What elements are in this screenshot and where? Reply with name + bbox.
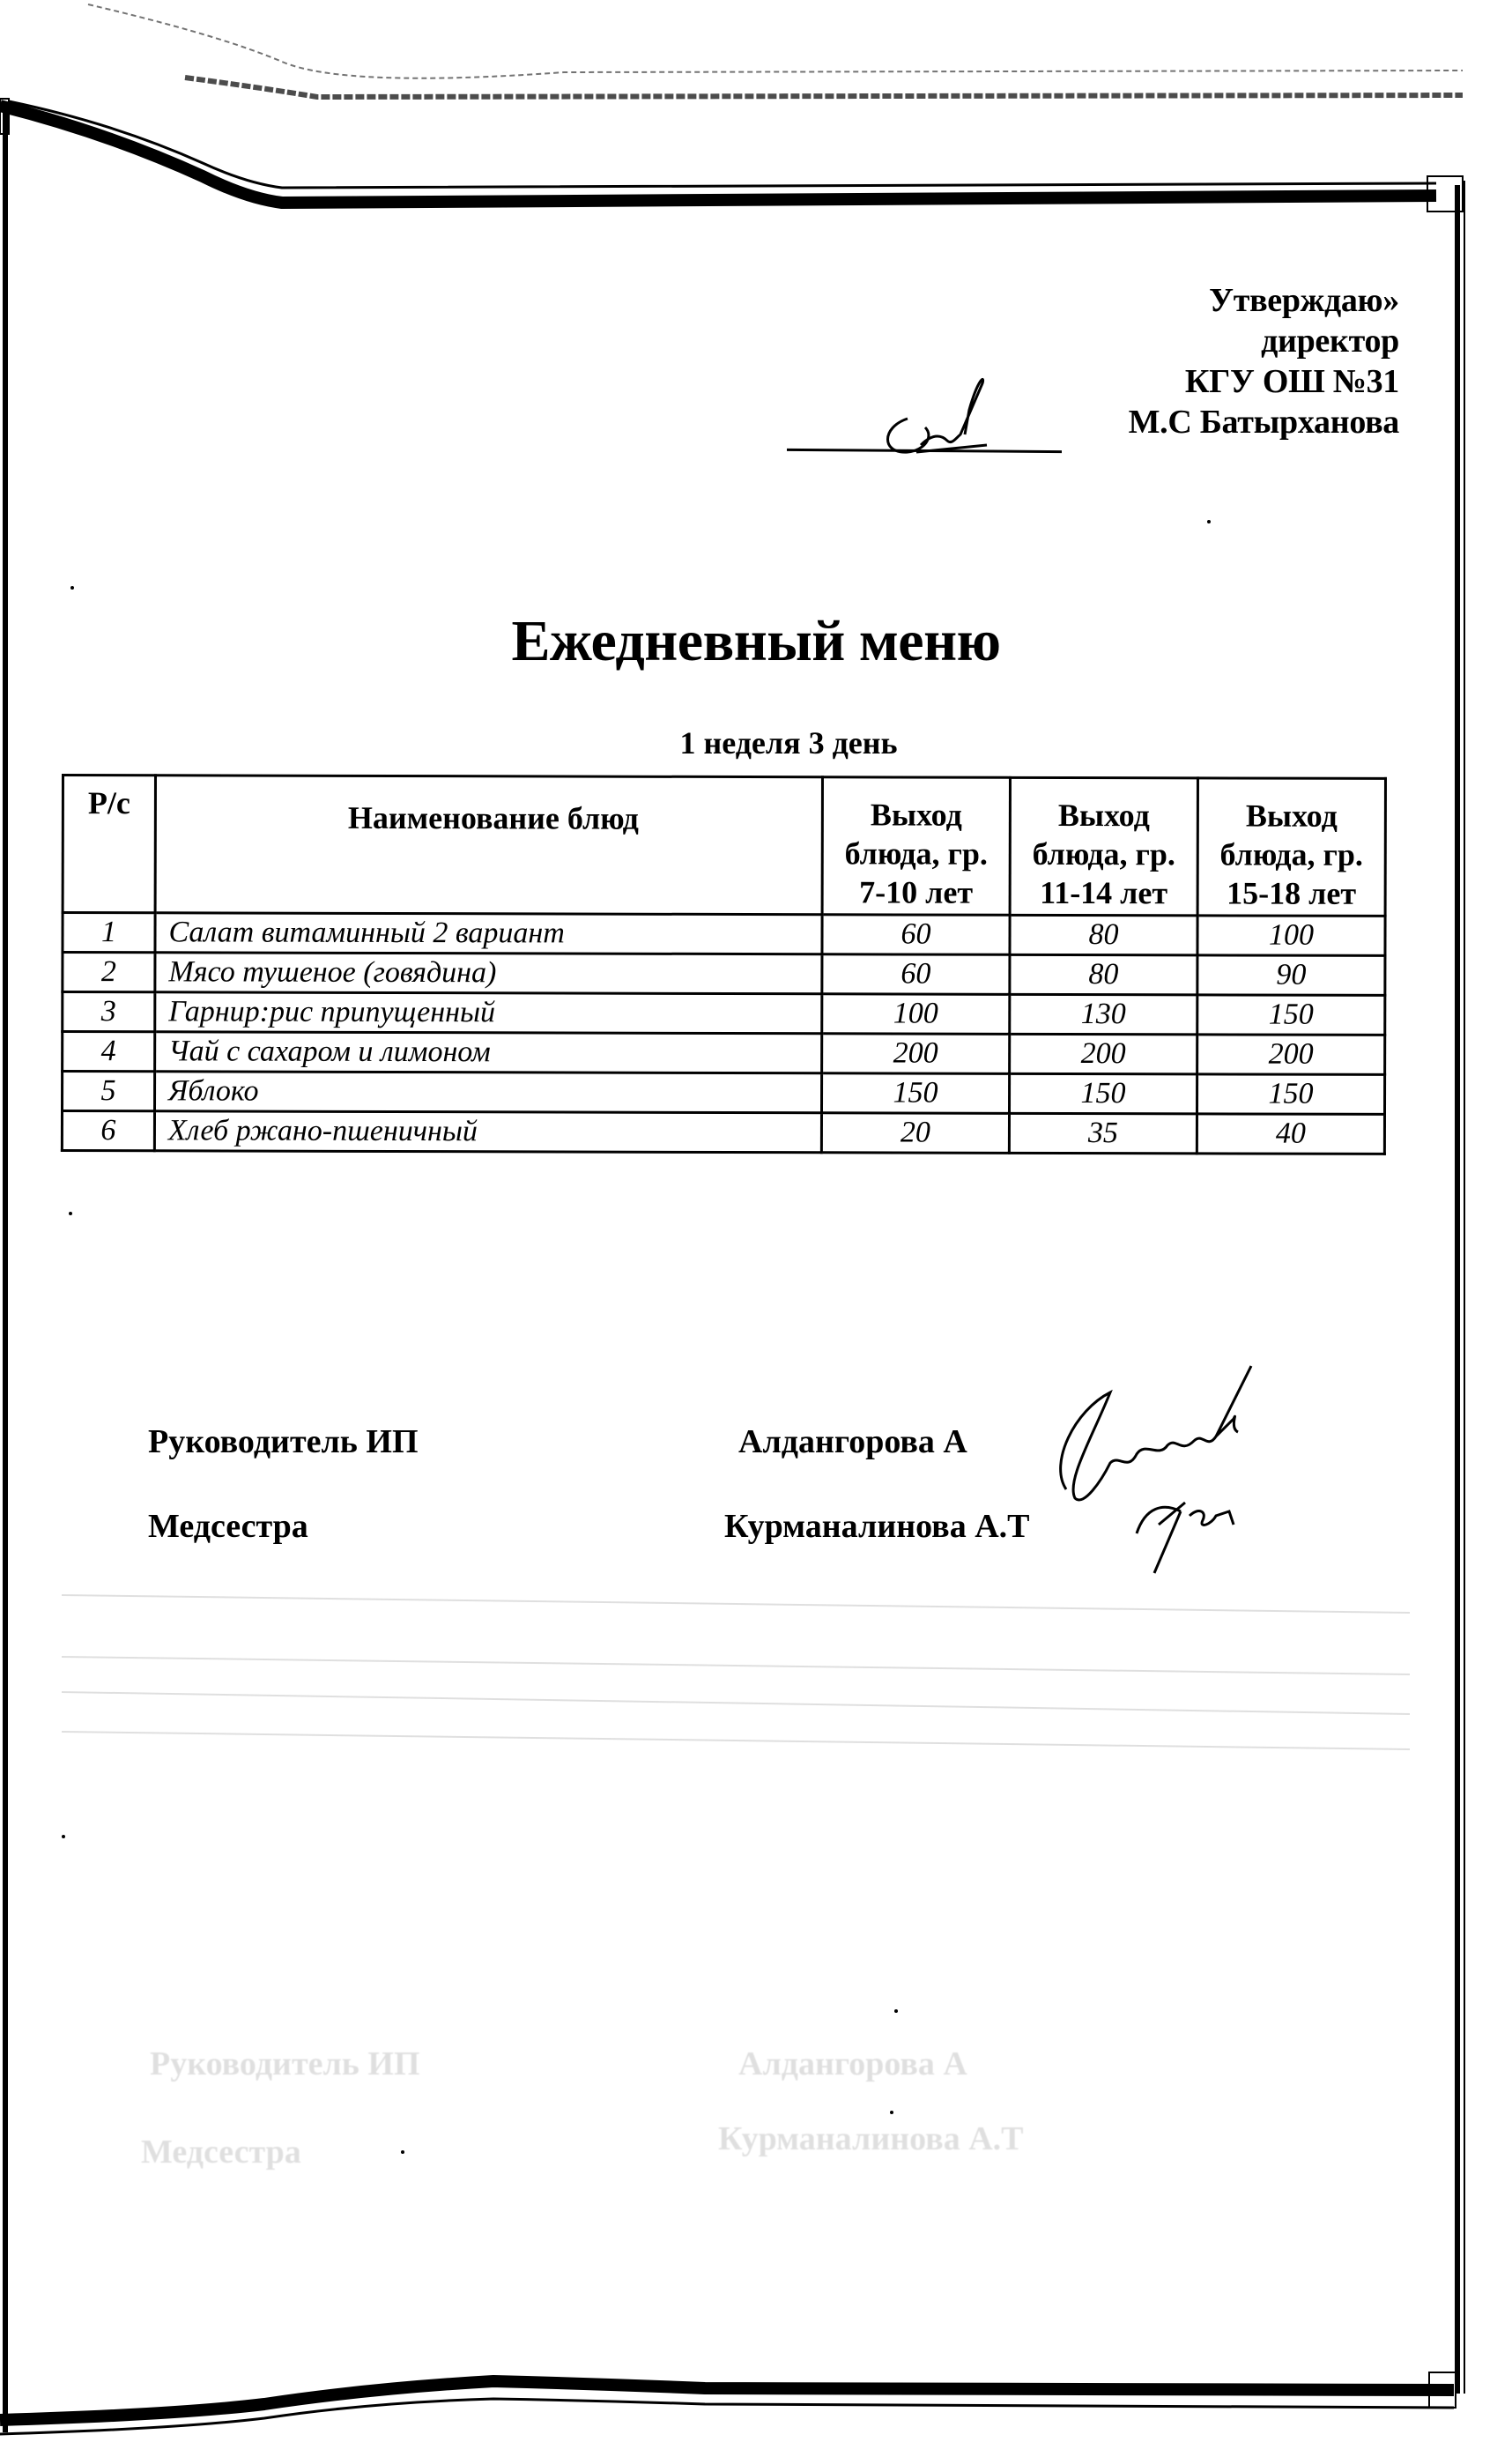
- table-row: [62, 1072, 1384, 1115]
- header-output-label: Выход: [1245, 798, 1338, 834]
- head-name: Алдангорова А: [738, 1423, 967, 1460]
- scan-speck: [890, 2111, 893, 2114]
- dish-name: Чай с сахаром и лимоном: [155, 1032, 822, 1073]
- header-output-label: Выход: [1057, 797, 1150, 834]
- table-row: [63, 953, 1385, 996]
- scan-speck: [70, 586, 74, 590]
- portion-11-14: 80: [1010, 954, 1197, 995]
- header-output-11-14: [1010, 777, 1197, 916]
- portion-15-18: 100: [1197, 916, 1385, 956]
- header-output-label: Выход: [870, 797, 962, 833]
- approval-position: директор: [1261, 323, 1399, 360]
- portion-11-14: 130: [1010, 994, 1197, 1035]
- header-age-group: 15-18 лет: [1227, 875, 1357, 911]
- row-number: 6: [62, 1111, 154, 1151]
- header-age-group: 7-10 лет: [859, 874, 974, 910]
- director-signature-icon: [872, 357, 1004, 463]
- portion-11-14: 35: [1009, 1113, 1197, 1154]
- scan-speck: [1207, 520, 1211, 523]
- portion-7-10: 100: [822, 994, 1010, 1035]
- row-number: 2: [63, 953, 155, 992]
- portion-15-18: 150: [1197, 995, 1385, 1036]
- header-output-7-10: [822, 777, 1010, 916]
- nurse-name: Курманалинова А.Т: [724, 1508, 1030, 1545]
- header-output-15-18: [1197, 778, 1385, 917]
- portion-15-18: 200: [1197, 1035, 1385, 1075]
- ghost-head-name: Алдангорова А: [738, 2045, 967, 2082]
- menu-table: [61, 774, 1387, 1155]
- header-number: Р/с: [63, 776, 155, 913]
- row-number: 3: [63, 992, 155, 1032]
- dish-name: Салат витаминный 2 вариант: [155, 913, 822, 954]
- portion-11-14: 200: [1010, 1034, 1197, 1074]
- scan-speck: [69, 1212, 72, 1215]
- table-header-row: [63, 776, 1385, 917]
- head-role: Руководитель ИП: [148, 1423, 419, 1460]
- portion-7-10: 20: [821, 1113, 1009, 1154]
- scan-speck: [62, 1835, 65, 1838]
- scan-speck: [401, 2150, 404, 2154]
- ghost-head-role: Руководитель ИП: [150, 2045, 420, 2082]
- menu-table-wrapper: [61, 774, 1387, 1155]
- header-age-group: 11-14 лет: [1040, 874, 1168, 911]
- header-output-unit: блюда, гр.: [1032, 835, 1175, 872]
- row-number: 5: [62, 1072, 154, 1111]
- document-subtitle: 1 неделя 3 день: [679, 725, 898, 761]
- head-signature-icon: [1013, 1357, 1330, 1577]
- header-output-unit: блюда, гр.: [844, 835, 988, 872]
- table-row: [63, 913, 1385, 956]
- table-row: [62, 1111, 1384, 1154]
- portion-15-18: 40: [1197, 1114, 1384, 1154]
- nurse-role: Медсестра: [148, 1508, 308, 1545]
- portion-15-18: 150: [1197, 1074, 1384, 1115]
- portion-7-10: 60: [822, 954, 1010, 995]
- table-row: [63, 1032, 1385, 1075]
- scan-speck: [894, 2009, 898, 2013]
- dish-name: Мясо тушеное (говядина): [155, 953, 822, 994]
- portion-7-10: 150: [821, 1073, 1009, 1114]
- portion-11-14: 80: [1010, 915, 1197, 955]
- dish-name: Гарнир:рис припущенный: [155, 992, 822, 1034]
- header-dish-name: Наименование блюд: [155, 776, 822, 915]
- ghost-nurse-role: Медсестра: [141, 2134, 301, 2171]
- dish-name: Хлеб ржано-пшеничный: [154, 1111, 821, 1153]
- approval-block: [1129, 280, 1399, 442]
- header-output-unit: блюда, гр.: [1219, 836, 1363, 872]
- portion-7-10: 200: [822, 1034, 1010, 1074]
- portion-11-14: 150: [1009, 1073, 1197, 1114]
- document-title: Ежедневный меню: [511, 609, 1001, 673]
- approval-organization: КГУ ОШ №31: [1184, 363, 1399, 400]
- table-row: [63, 992, 1385, 1036]
- ghost-nurse-name: Курманалинова А.Т: [718, 2120, 1024, 2157]
- approval-heading: Утверждаю»: [1209, 282, 1399, 319]
- dish-name: Яблоко: [154, 1072, 821, 1113]
- approval-director-name: М.С Батырханова: [1128, 404, 1399, 441]
- portion-7-10: 60: [822, 915, 1010, 955]
- row-number: 4: [63, 1032, 155, 1072]
- row-number: 1: [63, 913, 155, 953]
- portion-15-18: 90: [1197, 955, 1385, 996]
